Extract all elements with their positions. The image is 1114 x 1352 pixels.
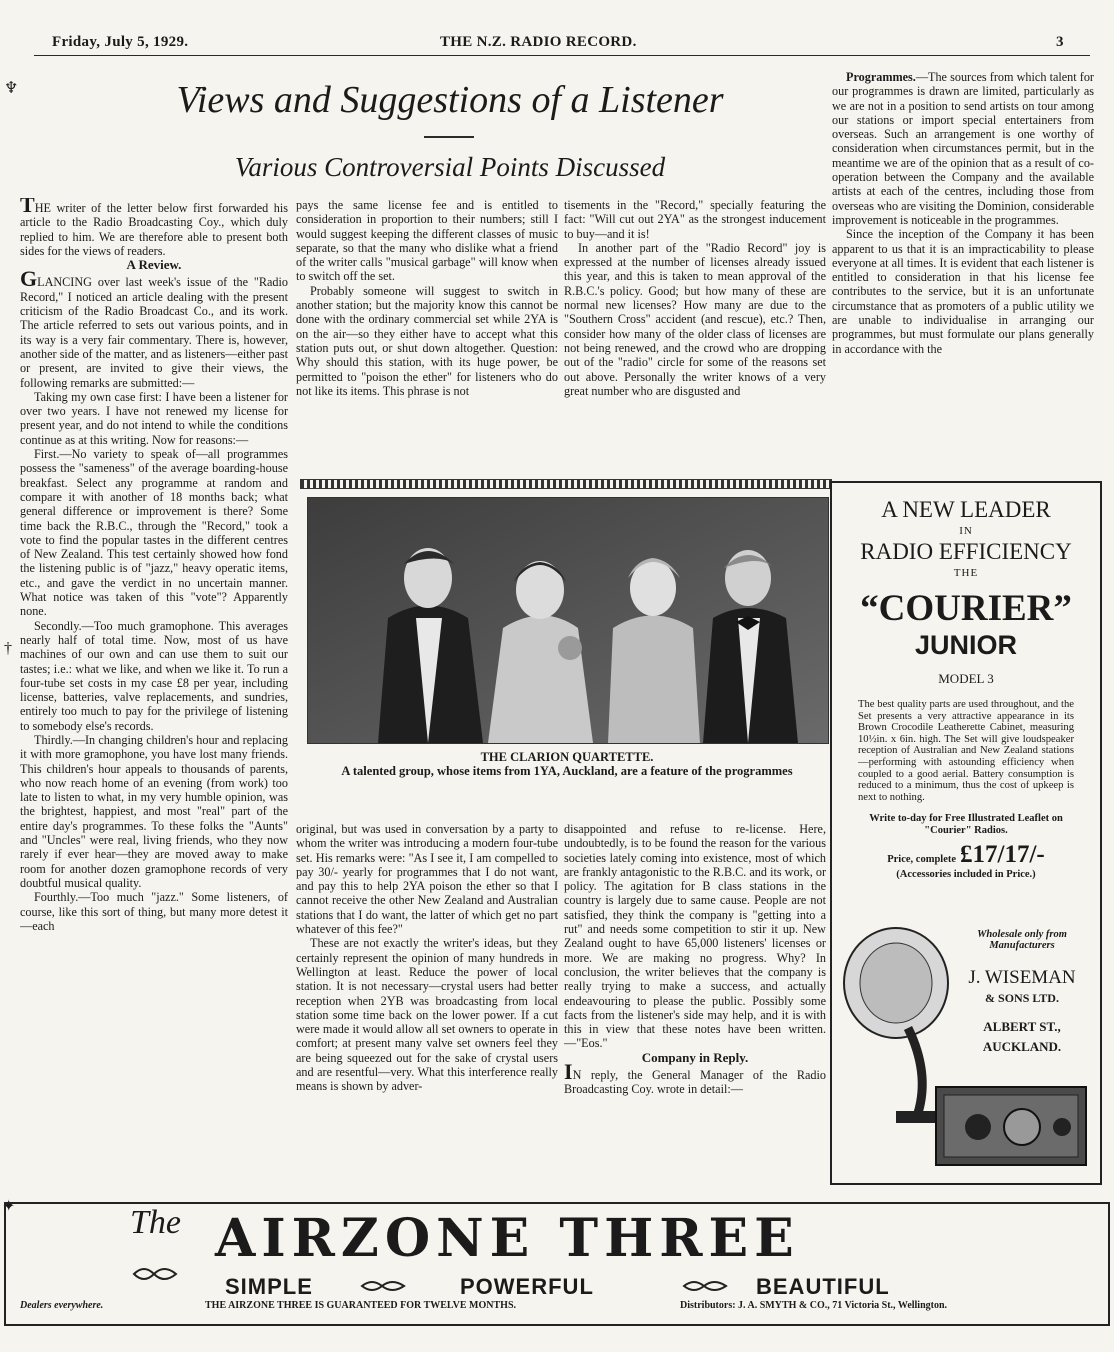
subhead-company-in-reply: Company in Reply.: [641, 1049, 749, 1065]
header-rule: [34, 55, 1090, 56]
paragraph: Fourthly.—Too much "jazz." Some listeners, of course, like this sort of thing, but many more detest it—each: [20, 890, 288, 933]
ad-accessories-note: (Accessories included in Price.): [896, 869, 1036, 881]
intro-paragraph: HE writer of the letter below first forwarded his article to the Radio Broadcasting Coy., which duly replied to him. We are therefore able to present both sides for the views of readers.: [20, 201, 288, 258]
paragraph: tisements in the "Record," specially featuring the fact: "Will cut out 2YA" as the strongest inducement to buy—and it is!: [564, 198, 826, 241]
airzone-distributors: Distributors: J. A. SMYTH & CO., 71 Victoria St., Wellington.: [680, 1300, 948, 1311]
paragraph: First.—No variety to speak of—all programmes possess the "sameness" of the average boarding-house breakfast. Select any programme at random and compare it with another of 18 months back; what general difference or improvement is there? Some time back the R.B.C., through the "Record," took a vote to find the popular tastes in the different centres of New Zealand. This test certainly showed how fond the listening public is of "jazz," heavy operatic items, etc., and gave the verdict in no uncertain manner. What notice was taken of this "vote"? Apparently none.: [20, 447, 288, 619]
ad-price-label: Price, complete: [887, 854, 957, 866]
quartette-photo-art: [308, 498, 828, 743]
decorative-border: [300, 479, 832, 489]
quartette-photo: [307, 497, 829, 744]
paragraph: Taking my own case first: I have been a listener for over two years. I have not renewed my license for present year, and do not intend to while the conditions continue as at this writing. Now for reasons:—: [20, 389, 288, 447]
airzone-dealers: Dealers everywhere.: [20, 1300, 104, 1311]
airzone-motto-beautiful: BEAUTIFUL: [756, 1274, 890, 1299]
paragraph: original, but was used in conversation by a party to whom the writer was introducing a modern four-tube set. His remarks were: "As I see it, I am compelled to pay 30/- yearly for programmes that I do not want, and pay this to help 2YA poison the ether so that I cannot receive the other New Zealand and Australian stations that I do want, the latter of which get no part whatever of this fee?": [296, 822, 558, 937]
airzone-motto-powerful: POWERFUL: [460, 1274, 594, 1299]
title-divider: [424, 136, 474, 138]
column-2-top: [296, 198, 558, 470]
ad-headline-2: RADIO EFFICIENCY: [860, 539, 1072, 564]
caption-title: THE CLARION QUARTETTE.: [480, 750, 654, 764]
paragraph: disappointed and refuse to re-license. Here, undoubtedly, is to be found the reason for the various societies lately coming into existence, most of which are frankly antagonistic to the R.B.C. and its work, or policy. The agitation for B class stations in the country is largely due to same cause. People are not satisfied, they think the company is "getting into a rut" and needs some competition to stir it up. New Zealand ought to have 65,000 listeners' licenses or more. We are making no progress. Why? In conclusion, the writer believes that the company is really trying to make a success, and actually endeavouring to please the public. Possibly some facts from the listener's side may help, and it is with this in view that these notes have been written.—"Eos.": [564, 822, 826, 1051]
ornament-icon: [680, 1278, 730, 1294]
ad-maker-sub: & SONS LTD.: [985, 991, 1059, 1005]
airzone-the: The: [130, 1204, 181, 1241]
ad-wholesale-note: Wholesale only from Manufacturers: [977, 929, 1067, 951]
courier-advertisement: [830, 481, 1102, 1185]
paragraph: These are not exactly the writer's ideas, but they certainly represent the opinion of many hundreds in Wellington at least. Reduce the power of local station. It is not necessary—crystal users had better reception when 2YB was broadcasting from local station some time back on the lower power. If a cut were made it would allow all set owners to operate in comfort; at present many valve set owners feel they are being squeezed out for the sake of crystal users and are resentful—very. What this interference really means is shown by adver-: [296, 936, 558, 1094]
margin-mark-icon: ✦: [2, 1198, 16, 1215]
ad-leaflet-offer: Write to-day for Free Illustrated Leaflet on "Courier" Radios.: [869, 813, 1063, 837]
ad-city: AUCKLAND.: [982, 1039, 1062, 1054]
header-page-number: 3: [1056, 34, 1064, 50]
run-in-head: Programmes.: [846, 70, 916, 84]
column-3-bottom: [564, 822, 826, 1188]
paragraph: LANCING over last week's issue of the "Radio Record," I noticed an article dealing with the present criticism of the Radio Broadcast Co., and its work. The article referred to sets out various points, and in its way is a very fair commentary. There is, however, another side of the matter, and as listeners—either past or present, are invited to give their views, the following remarks are submitted:—: [20, 275, 288, 390]
paragraph: —The sources from which talent for our programmes is drawn are limited, particularly as we are not in a position to send artists on tour among our stations or import special entertainers from overseas. Such an arrangement is one worthy of consideration when circumstances permit, but in the meantime we are of the opinion that as a result of co-operation between the Company and the available artists at each of the centres, including those from overseas who are visiting the Dominion, considerable improvement is noticeable in the programmes.: [832, 70, 1094, 227]
ad-description: The best quality parts are used throughout, and the Set presents a very attractive appearance in its Brown Crocodile Leatherette Cabinet, measuring 10½in. x 6in. high. The Set will give loudspeaker reception of Australian and New Zealand stations—performing with astounding efficiency when coupled to a good aerial. Battery consumption is reduced to a minimum, thus the cost of upkeep is next to nothing.: [858, 699, 1074, 803]
airzone-guarantee: THE AIRZONE THREE IS GUARANTEED FOR TWELVE MONTHS.: [205, 1300, 517, 1311]
subhead-a-review: A Review.: [126, 257, 182, 273]
drop-cap: T: [20, 198, 35, 217]
header-paper-name: THE N.Z. RADIO RECORD.: [440, 34, 637, 50]
paragraph: Probably someone will suggest to switch in another station; but the majority know this cannot be done with the ordinary commercial set while 2YA is on the air—so they either have to accept what this station puts out, or shut down altogether. Question: Why should this station, with its huge power, be permitted to "poison the ether" for listeners who do not like its items. This phrase is not: [296, 283, 558, 398]
paragraph: In another part of the "Radio Record" joy is expressed at the number of licenses already issued this year, and this is taken to mean approval of the R.B.C.'s policy. Good; but how many of these are normal new licenses? How many are due to the "Southern Cross" accident (and rescue), etc.? Then, consider how many of the older class of licenses are not being renewed, and the crowd who are dropping out of the "radio" circle for some of the reasons set out above. Personally the writer knows of a very great number who are disgusted and: [564, 240, 826, 398]
ad-model-name: JUNIOR: [914, 630, 1017, 660]
column-4-top: [832, 70, 1094, 470]
paragraph: Since the inception of the Company it has been apparent to us that it is an impracticability to please everyone at all times. It is evident that each listener is entitled to consideration in that his license fee contributes to the service, but it is an unfortunate circumstance that as promoters of a public utility we are unable to individualise in arranging our programmes, but must formulate our plans generally in accordance with the: [832, 227, 1094, 356]
airzone-motto-simple: SIMPLE: [225, 1274, 313, 1299]
airzone-name: AIRZONE THREE: [215, 1208, 800, 1269]
column-1: [20, 198, 288, 1198]
paragraph: N reply, the General Manager of the Radio Broadcasting Coy. wrote in detail:—: [564, 1068, 826, 1097]
ad-maker: J. WISEMAN: [968, 967, 1076, 988]
ad-model-number: MODEL 3: [938, 671, 994, 686]
margin-mark-icon: ♆: [4, 80, 19, 97]
margin-mark-icon: †: [4, 640, 12, 657]
paragraph: Secondly.—Too much gramophone. This averages nearly half of total time. Now, most of us have machines of our own and can use them to suit our tastes; i.e.: what we like, and when we like it. To run a four-tube set costs in my case £8 per year, including license, batteries, valve replacements, and sundries, entirely too much to pay for the privilege of listening to somebody else's records.: [20, 618, 288, 733]
photo-caption: [297, 750, 837, 778]
drop-cap: G: [20, 266, 38, 292]
ad-the: THE: [953, 567, 979, 579]
column-2-bottom: [296, 822, 558, 1188]
column-3-top: [564, 198, 826, 470]
header-date: Friday, July 5, 1929.: [52, 34, 189, 50]
ad-price: £17/17/-: [960, 841, 1045, 869]
paragraph: Thirdly.—In changing children's hour and replacing it with more gramophone, you have lost many friends. This children's hour appeals to thousands of parents, who now reach home of an evening (from work) too late to listen to what, in my very humble opinion, was the brightest, happiest, and most "real" part of the entire day's programmes. To these folks the "Aunts" and "Uncles" were real, living friends, who they now rarely if ever hear—they are moved away to make room for another dozen gramophone records of very doubtful musical quality.: [20, 732, 288, 890]
ad-brand: “COURIER”: [860, 588, 1072, 629]
ornament-icon: [130, 1264, 180, 1284]
ad-street: ALBERT ST.,: [983, 1019, 1061, 1034]
article-subtitle: Various Controversial Points Discussed: [234, 152, 666, 182]
article-title: Views and Suggestions of a Listener: [176, 79, 724, 121]
drop-cap: I: [564, 1059, 573, 1085]
ad-in: IN: [959, 525, 973, 537]
caption-text: A talented group, whose items from 1YA, Auckland, are a feature of the programmes: [341, 764, 793, 778]
paragraph: pays the same license fee and is entitled to consideration in proportion to their numbers; still I would suggest keeping the different classes of music separate, so that the many who dislike what a friend of the writer calls "musical garbage" will know when to switch off the set.: [296, 198, 558, 284]
ad-headline: A NEW LEADER: [881, 497, 1051, 522]
radio-set-icon: [932, 1079, 1092, 1169]
ornament-icon: [358, 1278, 408, 1294]
